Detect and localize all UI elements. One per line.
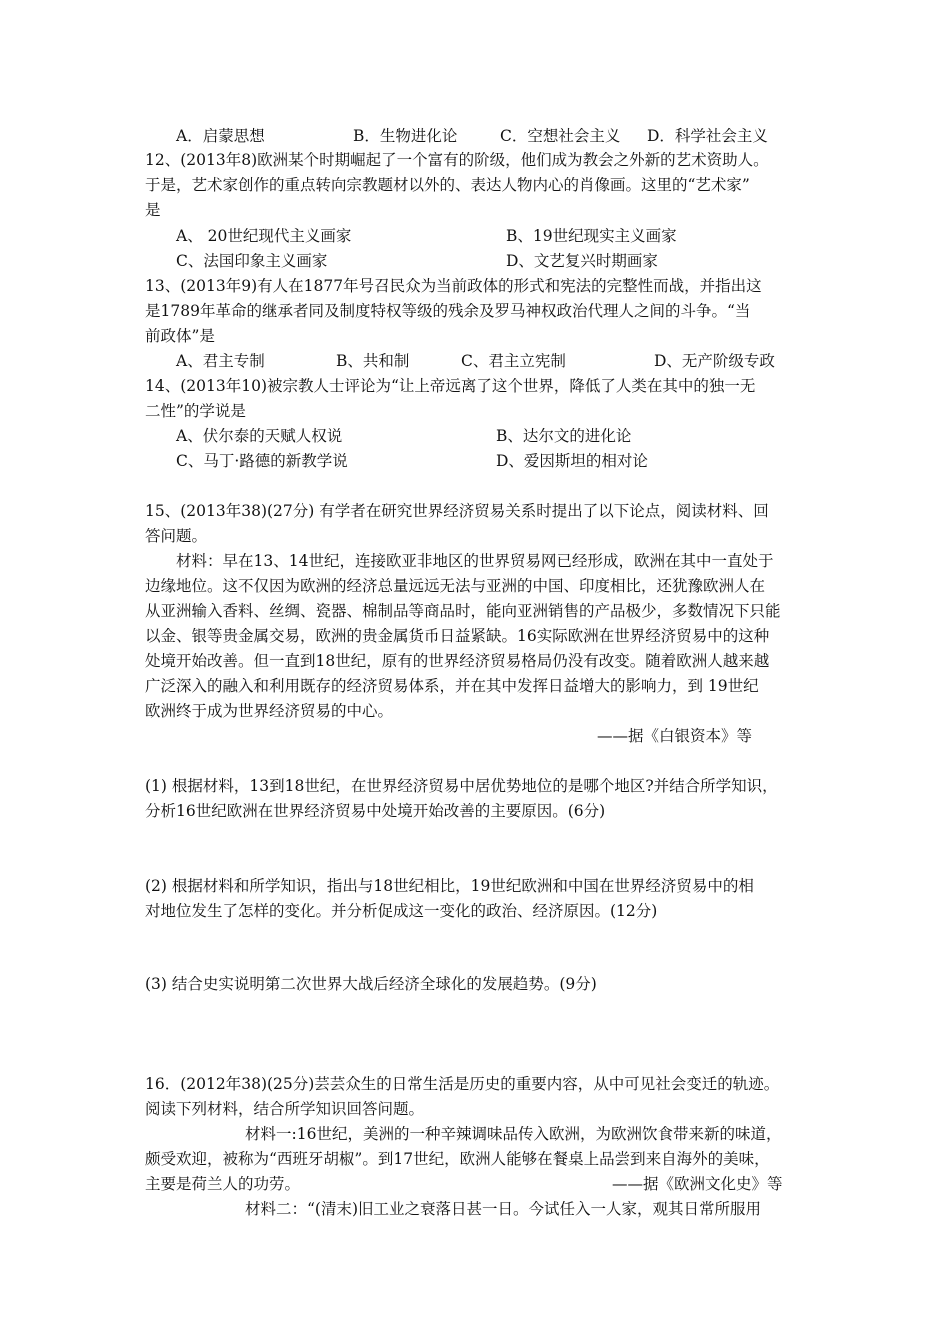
q15-material-line: 广泛深入的融入和利用既存的经济贸易体系，并在其中发挥日益增大的影响力，到 19世纪 (145, 677, 759, 695)
q13-stem-line: 13、(2013年9)有人在1877年号召民众为当前政体的形式和宪法的完整性而战，并指出这 (145, 277, 762, 295)
q16-material-line: 颇受欢迎，被称为“西班牙胡椒”。到17世纪，欧洲人能够在餐桌上品尝到来自海外的美味， (145, 1150, 770, 1168)
q12-option-c: C、法国印象主义画家 (176, 252, 328, 270)
q14-option-c: C、马丁·路德的新教学说 (176, 452, 348, 470)
q15-source: ——据《白银资本》等 (597, 727, 753, 745)
q14-stem-line: 14、(2013年10)被宗教人士评论为“让上帝远离了这个世界，降低了人类在其中的独一无 (145, 377, 756, 395)
q12-option-d: D、文艺复兴时期画家 (506, 252, 658, 270)
q15-material-line: 材料：早在13、14世纪，连接欧亚非地区的世界贸易网已经形成，欧洲在其中一直处于 (176, 552, 774, 570)
q15-subquestion-1: 分析16世纪欧洲在世界经济贸易中处境开始改善的主要原因。(6分) (145, 802, 606, 820)
q13-option-b: B、共和制 (336, 352, 410, 370)
q16-material-line: 主要是荷兰人的功劳。 (145, 1175, 301, 1193)
q13-option-a: A、君主专制 (176, 352, 265, 370)
q14-stem-line: 二性”的学说是 (145, 402, 246, 420)
q12-stem-line: 于是，艺术家创作的重点转向宗教题材以外的、表达人物内心的肖像画。这里的“艺术家” (145, 176, 750, 194)
q15-stem-line: 15、(2013年38)(27分) 有学者在研究世界经济贸易关系时提出了以下论点，阅读材料、回 (145, 502, 769, 520)
q15-material-line: 从亚洲输入香料、丝绸、瓷器、棉制品等商品时，能向亚洲销售的产品极少，多数情况下只能 (145, 602, 781, 620)
q16-material-line: 材料二：“(清末)旧工业之衰落日甚一日。今试任入一人家，观其日常所服用 (245, 1200, 762, 1218)
q15-material-line: 处境开始改善。但一直到18世纪，原有的世界经济贸易格局仍没有改变。随着欧洲人越来越 (145, 652, 770, 670)
q12-stem-line: 是 (145, 201, 161, 219)
q16-material-source: ——据《欧洲文化史》等 (612, 1175, 783, 1193)
q12-option-b: B、19世纪现实主义画家 (506, 227, 677, 245)
q12-stem-line: 12、(2013年8)欧洲某个时期崛起了一个富有的阶级，他们成为教会之外新的艺术资助人。 (145, 151, 769, 169)
q15-stem-line: 答问题。 (145, 527, 208, 545)
q13-stem-line: 是1789年革命的继承者同及制度特权等级的残余及罗马神权政治代理人之间的斗争。“当 (145, 302, 751, 320)
q15-material-line: 边缘地位。这不仅因为欧洲的经济总量远远无法与亚洲的中国、印度相比，还犹豫欧洲人在 (145, 577, 766, 595)
q12-option-a: A、 20世纪现代主义画家 (176, 227, 352, 245)
q15-subquestion-2: (2) 根据材料和所学知识，指出与18世纪相比，19世纪欧洲和中国在世界经济贸易中的相 (145, 877, 754, 895)
q14-option-b: B、达尔文的进化论 (496, 427, 632, 445)
q16-stem-line: 阅读下列材料，结合所学知识回答问题。 (145, 1100, 425, 1118)
q15-material-line: 欧洲终于成为世界经济贸易的中心。 (145, 702, 394, 720)
q13-option-d: D、无产阶级专政 (654, 352, 775, 370)
q15-subquestion-3: (3) 结合史实说明第二次世界大战后经济全球化的发展趋势。(9分) (145, 975, 597, 993)
q11-option-b: B．生物进化论 (353, 127, 458, 145)
q15-subquestion-1: (1) 根据材料，13到18世纪，在世界经济贸易中居优势地位的是哪个地区?并结合所学知识， (145, 777, 778, 795)
q13-stem-line: 前政体”是 (145, 327, 215, 345)
q11-option-a: A．启蒙思想 (176, 127, 265, 145)
q14-option-d: D、爱因斯坦的相对论 (496, 452, 648, 470)
q15-subquestion-2: 对地位发生了怎样的变化。并分析促成这一变化的政治、经济原因。(12分) (145, 902, 658, 920)
q11-option-d: D．科学社会主义 (647, 127, 768, 145)
q11-option-c: C．空想社会主义 (500, 127, 621, 145)
q16-stem-line: 16．(2012年38)(25分)芸芸众生的日常生活是历史的重要内容，从中可见社会变迁的轨迹。 (145, 1075, 780, 1093)
q15-material-line: 以金、银等贵金属交易，欧洲的贵金属货币日益紧缺。16实际欧洲在世界经济贸易中的这种 (145, 627, 770, 645)
q14-option-a: A、伏尔泰的天赋人权说 (176, 427, 343, 445)
q16-material-line: 材料一:16世纪，美洲的一种辛辣调味品传入欧洲，为欧洲饮食带来新的味道， (245, 1125, 782, 1143)
q13-option-c: C、君主立宪制 (461, 352, 566, 370)
